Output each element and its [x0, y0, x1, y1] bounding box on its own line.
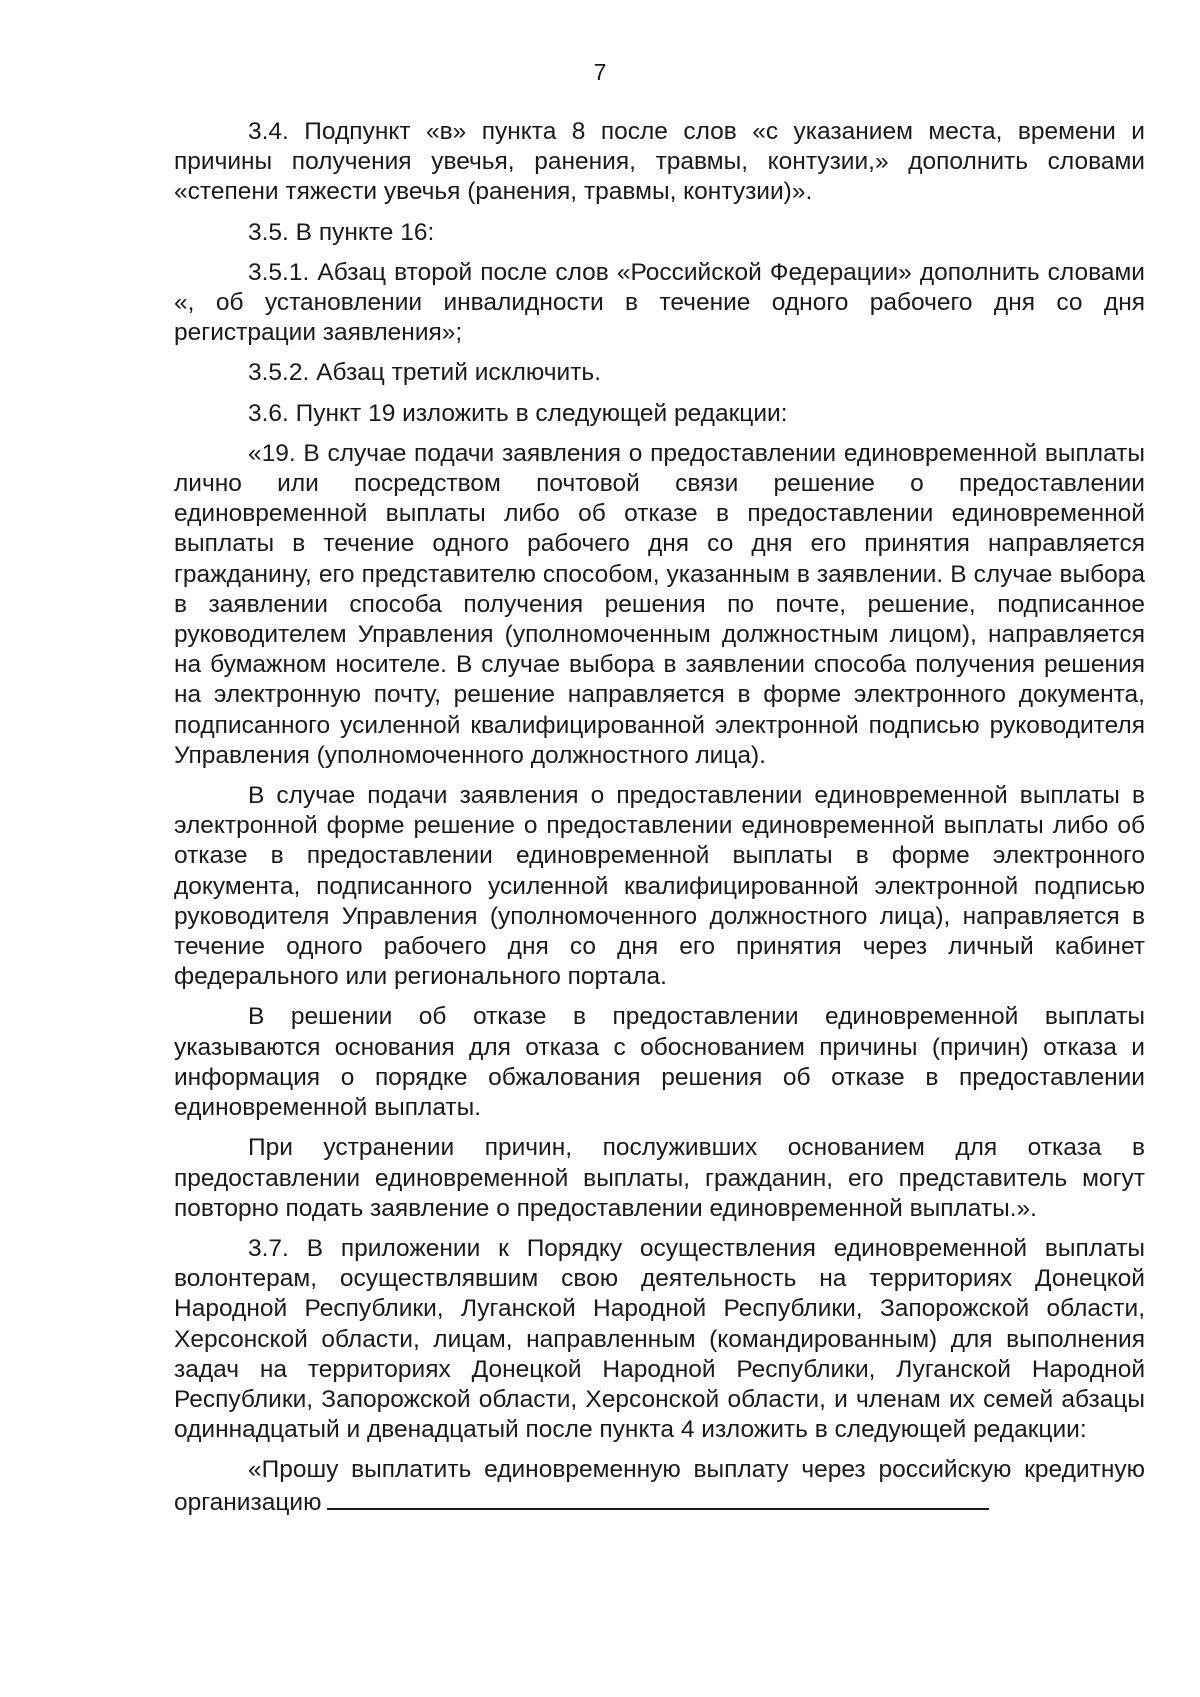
blank-fill-line [327, 1486, 989, 1510]
paragraph-3-6: 3.6. Пункт 19 изложить в следующей редакции: [248, 399, 788, 427]
paragraph-19-part-1: «19. В случае подачи заявления о предоставлении единовременной выплаты лично или посредством почтовой связи решение о предоставлении единовременной выплаты либо об отказе в предоставлении единовременной выплаты в течение одного рабочего дня со дня его принятия направляется гражданину, его представителю способом, указанным в заявлении. В случае выбора в заявлении способа получения решения по почте, решение, подписанное руководителем Управления (уполномоченным должностным лицом), направляется на бумажном носителе. В случае выбора в заявлении способа получения решения на электронную почту, решение направляется в форме электронного документа, подписанного усиленной квалифицированной электронной подписью руководителя Управления (уполномоченного должностного лица). [174, 439, 1145, 769]
paragraph-3-5: 3.5. В пункте 16: [248, 218, 435, 246]
paragraph-3-7: 3.7. В приложении к Порядку осуществления единовременной выплаты волонтерам, осуществлявшим свою деятельность на территориях Донецкой Народной Республики, Луганской Народной Республики, Запорожской области, Херсонской области, лицам, направленным (командированным) для выполнения задач на территориях Донецкой Народной Республики, Луганской Народной Республики, Запорожской области, Херсонской области, и членам их семей абзацы одиннадцатый и двенадцатый после пункта 4 изложить в следующей редакции: [174, 1234, 1145, 1444]
paragraph-3-5-1: 3.5.1. Абзац второй после слов «Российской Федерации» дополнить словами «, об установлении инвалидности в течение одного рабочего дня со дня регистрации заявления»; [174, 258, 1145, 347]
paragraph-19-part-2: В случае подачи заявления о предоставлении единовременной выплаты в электронной форме решение о предоставлении единовременной выплаты либо об отказе в предоставлении единовременной выплаты в форме электронного документа, подписанного усиленной квалифицированной электронной подписью руководителя Управления (уполномоченного должностного лица), направляется в течение одного рабочего дня со дня его принятия через личный кабинет федерального или регионального портала. [174, 782, 1145, 991]
paragraph-3-5-2: 3.5.2. Абзац третий исключить. [248, 359, 602, 387]
paragraph-3-4: 3.4. Подпункт «в» пункта 8 после слов «с указанием места, времени и причины получения увечья, ранения, травмы, контузии,» дополнить словами «степени тяжести увечья (ранения, травмы, контузии)». [174, 118, 1145, 206]
page-number: 7 [593, 59, 607, 85]
document-body [174, 117, 1145, 1528]
paragraph-request [174, 1455, 1145, 1517]
paragraph-19-part-3: В решении об отказе в предоставлении единовременной выплаты указываются основания для отказа с обоснованием причины (причин) отказа и информация о порядке обжалования решения об отказе в предоставлении единовременной выплаты. [174, 1003, 1145, 1122]
paragraph-19-part-4: При устранении причин, послуживших основанием для отказа в предоставлении единовременной выплаты, гражданин, его представитель могут повторно подать заявление о предоставлении единовременной выплаты.». [174, 1134, 1145, 1222]
request-text: «Прошу выплатить единовременную выплату через российскую кредитную организацию [174, 1456, 1145, 1516]
